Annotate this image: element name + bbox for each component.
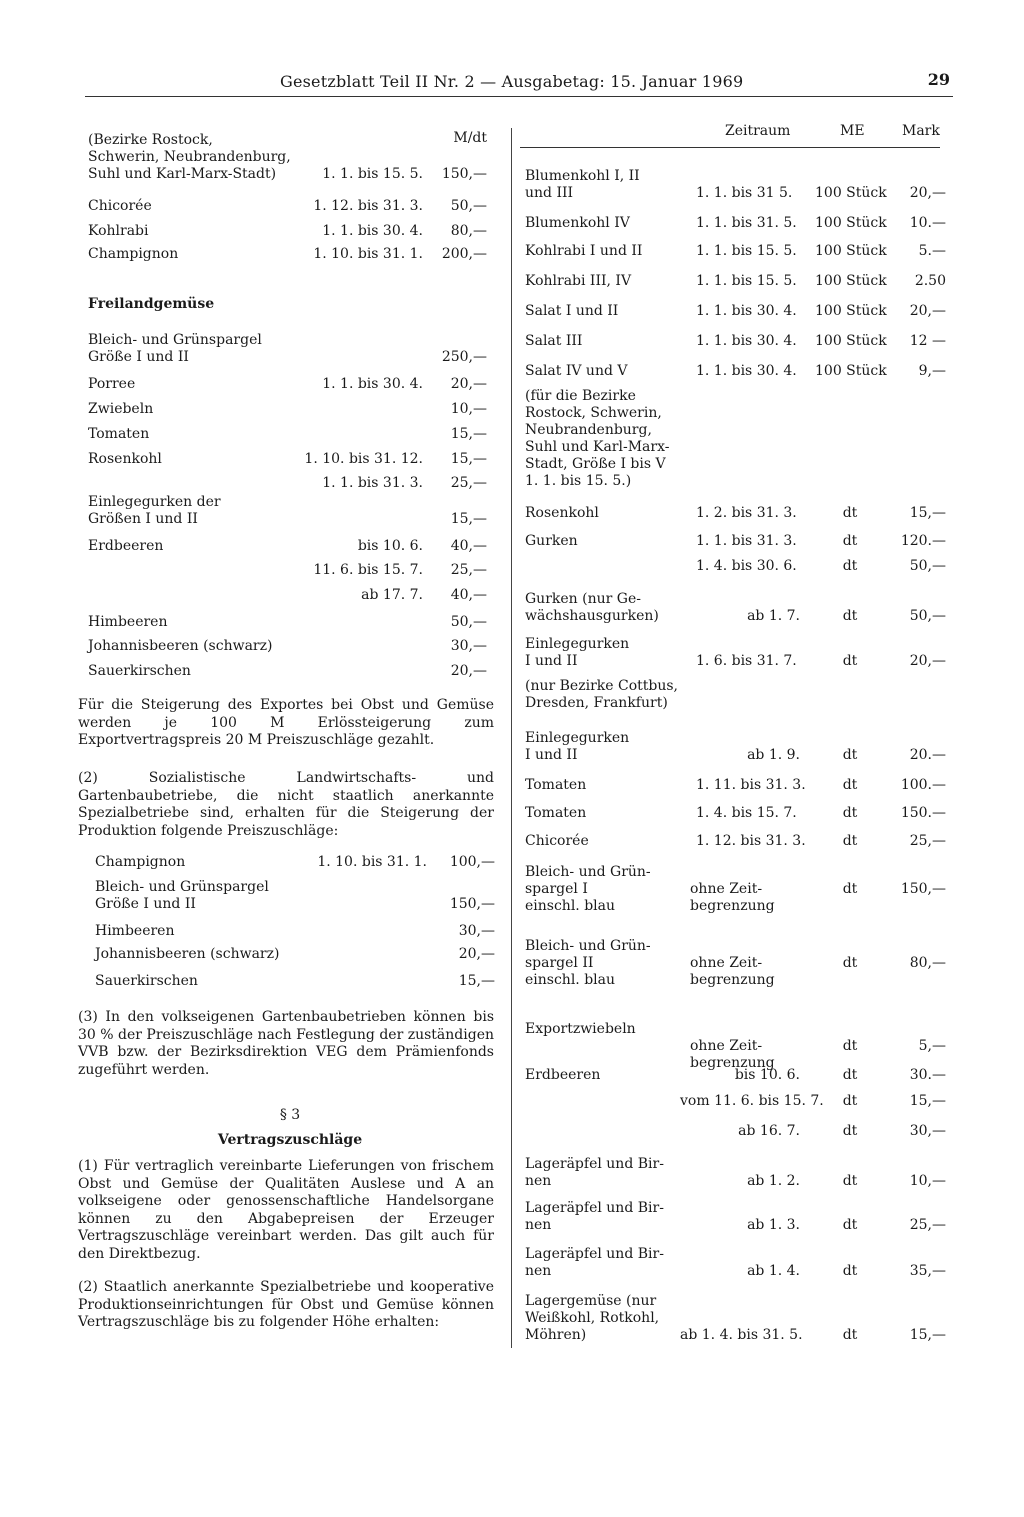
- item-unit: dt: [842, 777, 858, 793]
- item-unit: dt: [842, 608, 858, 624]
- item-unit: dt: [842, 653, 858, 669]
- item-period: 1. 6. bis 31. 7.: [696, 653, 797, 669]
- item-name: Salat III: [525, 333, 583, 349]
- item-price: 5.—: [918, 243, 946, 259]
- item-unit: dt: [842, 1123, 858, 1139]
- item-name: (für die Bezirke Rostock, Schwerin, Neubrandenburg, Suhl und Karl-Marx- Stadt, Größe I bis V 1. 1. bis 15. 5.): [525, 388, 670, 489]
- item-name: Blumenkohl IV: [525, 215, 630, 231]
- item-name: Himbeeren: [88, 614, 168, 630]
- item-price: 20.—: [909, 747, 946, 763]
- item-price: 15,—: [450, 451, 487, 467]
- item-period: 1. 1. bis 30. 4.: [696, 303, 797, 319]
- header-zeitraum: Zeitraum: [725, 123, 791, 139]
- paragraph-export: Für die Steigerung des Exportes bei Obst und Gemüse werden je 100 M Erlössteigerung zum Exportvertragspreis 20 M Preiszuschläge gezahlt.: [78, 697, 494, 748]
- item-period: 1. 1. bis 31. 5.: [696, 215, 797, 231]
- item-unit: 100 Stück: [815, 185, 887, 201]
- item-name: Gurken: [525, 533, 578, 549]
- item-unit: dt: [842, 955, 858, 971]
- item-name: Tomaten: [525, 805, 587, 821]
- item-name: Salat I und II: [525, 303, 619, 319]
- item-price: 80,—: [909, 955, 946, 971]
- item-price: 50,—: [909, 608, 946, 624]
- item-unit: 100 Stück: [815, 303, 887, 319]
- item-period: ab 17. 7.: [361, 587, 423, 603]
- item-price: 15,—: [458, 973, 495, 989]
- item-price: 150.—: [900, 805, 946, 821]
- item-price: 15,—: [909, 1093, 946, 1109]
- item-period: ab 16. 7.: [738, 1123, 800, 1139]
- item-unit: 100 Stück: [815, 363, 887, 379]
- table-header-rule: [520, 147, 940, 148]
- item-period: 1. 1. bis 31. 3.: [322, 475, 423, 491]
- item-price: 12 —: [909, 333, 946, 349]
- item-period: 1. 10. bis 31. 12.: [304, 451, 423, 467]
- heading-freilandgemuese: Freilandgemüse: [88, 296, 215, 312]
- item-price: 10.—: [909, 215, 946, 231]
- item-name: Johannisbeeren (schwarz): [88, 638, 273, 654]
- item-price: 150,—: [900, 881, 946, 897]
- item-price: 30,—: [450, 638, 487, 654]
- item-price: 150,—: [449, 896, 495, 912]
- item-period: 1. 1. bis 30. 4.: [696, 363, 797, 379]
- item-price: 30.—: [909, 1067, 946, 1083]
- item-price: 120.—: [900, 533, 946, 549]
- item-price: 20,—: [450, 663, 487, 679]
- item-unit: dt: [842, 1263, 858, 1279]
- item-name: Exportzwiebeln: [525, 1021, 636, 1037]
- item-period: 11. 6. bis 15. 7.: [313, 562, 423, 578]
- item-price: 25,—: [450, 475, 487, 491]
- item-period: bis 10. 6.: [734, 1067, 800, 1083]
- item-price: 100,—: [449, 854, 495, 870]
- item-name: Bleich- und Grün- spargel I einschl. blau: [525, 864, 651, 914]
- item-unit: dt: [842, 833, 858, 849]
- item-name: Champignon: [88, 246, 179, 262]
- section-paragraph-1: (1) Für vertraglich vereinbarte Lieferungen von frischem Obst und Gemüse der Qualitäten Auslese und A an volkseigene oder genossenschaftliche Handelsorgane können zu den Abgabepreisen der Erzeuger Vertragszuschläge vereinbart werden. Das gilt auch für den Direktbezug.: [78, 1158, 494, 1262]
- item-name: Erdbeeren: [525, 1067, 601, 1083]
- header-rule: [85, 96, 953, 97]
- item-price: 250,—: [441, 349, 487, 365]
- item-name: Kohlrabi III, IV: [525, 273, 632, 289]
- item-name: Rosenkohl: [88, 451, 162, 467]
- item-price: 50,—: [450, 198, 487, 214]
- item-name: Lagergemüse (nur Weißkohl, Rotkohl, Möhren): [525, 1293, 660, 1343]
- item-price: 20,—: [909, 185, 946, 201]
- item-name: Blumenkohl I, II und III: [525, 168, 640, 201]
- item-period: 1. 1. bis 30. 4.: [322, 376, 423, 392]
- item-period: 1. 2. bis 31. 3.: [696, 505, 797, 521]
- item-name: Kohlrabi I und II: [525, 243, 643, 259]
- item-period: 1. 1. bis 31. 3.: [696, 533, 797, 549]
- item-unit: 100 Stück: [815, 215, 887, 231]
- item-price: 25,—: [909, 1217, 946, 1233]
- item-name: Einlegegurken I und II: [525, 730, 630, 763]
- item-price: 200,—: [441, 246, 487, 262]
- item-name: Tomaten: [88, 426, 150, 442]
- item-period: ab 1. 3.: [747, 1217, 800, 1233]
- header-title: Gesetzblatt Teil II Nr. 2 — Ausgabetag: 15. Januar 1969: [280, 72, 744, 91]
- item-name: Bleich- und Grünspargel Größe I und II: [88, 332, 262, 365]
- item-period: bis 10. 6.: [357, 538, 423, 554]
- item-price: 10,—: [909, 1173, 946, 1189]
- item-price: 80,—: [450, 223, 487, 239]
- item-name: Einlegegurken der Größen I und II: [88, 494, 221, 527]
- header-mark: Mark: [902, 123, 940, 139]
- item-name: (nur Bezirke Cottbus, Dresden, Frankfurt): [525, 678, 678, 711]
- item-unit: dt: [842, 1327, 858, 1343]
- item-price: 25,—: [450, 562, 487, 578]
- item-name: Bleich- und Grünspargel Größe I und II: [95, 879, 269, 912]
- item-period: vom 11. 6. bis 15. 7.: [680, 1093, 824, 1109]
- item-unit: dt: [842, 533, 858, 549]
- item-unit: 100 Stück: [815, 333, 887, 349]
- item-name: Sauerkirschen: [88, 663, 191, 679]
- item-price: 20,—: [450, 376, 487, 392]
- item-price: 100.—: [900, 777, 946, 793]
- item-period: ab 1. 2.: [747, 1173, 800, 1189]
- item-period: 1. 11. bis 31. 3.: [696, 777, 806, 793]
- item-price: 30,—: [458, 923, 495, 939]
- item-unit: dt: [842, 1093, 858, 1109]
- item-name: Kohlrabi: [88, 223, 149, 239]
- item-price: 9,—: [918, 363, 946, 379]
- item-unit: dt: [842, 1038, 858, 1054]
- item-price: 5,—: [918, 1038, 946, 1054]
- item-unit: 100 Stück: [815, 273, 887, 289]
- item-period: ohne Zeit- begrenzung: [690, 881, 775, 914]
- item-name: Einlegegurken I und II: [525, 636, 630, 669]
- item-price: 50,—: [909, 558, 946, 574]
- item-price: 40,—: [450, 587, 487, 603]
- item-name: Zwiebeln: [88, 401, 154, 417]
- item-name: Tomaten: [525, 777, 587, 793]
- header-me: ME: [840, 123, 865, 139]
- paragraph-2: (2) Sozialistische Landwirtschafts- und Gartenbaubetriebe, die nicht staatlich anerkannte Spezialbetriebe sind, erhalten für die Steigerung der Produktion folgende Preiszuschläge:: [78, 770, 494, 839]
- item-name: Champignon: [95, 854, 186, 870]
- item-period: ohne Zeit- begrenzung: [690, 1038, 775, 1071]
- item-price: 40,—: [450, 538, 487, 554]
- item-period: 1. 10. bis 31. 1.: [313, 246, 423, 262]
- item-price: 15,—: [909, 1327, 946, 1343]
- item-period: ab 1. 7.: [747, 608, 800, 624]
- item-name: Gurken (nur Ge- wächshausgurken): [525, 591, 659, 624]
- item-name: Lageräpfel und Bir- nen: [525, 1200, 664, 1233]
- item-price: 25,—: [909, 833, 946, 849]
- item-name: Erdbeeren: [88, 538, 164, 554]
- item-period: 1. 1. bis 15. 5.: [696, 243, 797, 259]
- item-period: 1. 4. bis 15. 7.: [696, 805, 797, 821]
- column-divider: [511, 128, 512, 1348]
- item-name: Himbeeren: [95, 923, 175, 939]
- item-price: 15,—: [450, 426, 487, 442]
- item-unit: dt: [842, 505, 858, 521]
- paragraph-3: (3) In den volkseigenen Gartenbaubetrieben können bis 30 % der Preiszuschläge nach Festlegung der zuständigen VVB bzw. der Bezirksdirektion VEG dem Prämienfonds zugeführt werden.: [78, 1009, 494, 1078]
- item-period: 1. 1. bis 15. 5.: [322, 166, 423, 182]
- item-period: 1. 12. bis 31. 3.: [696, 833, 806, 849]
- item-period: 1. 10. bis 31. 1.: [317, 854, 427, 870]
- item-period: ab 1. 9.: [747, 747, 800, 763]
- item-name: Johannisbeeren (schwarz): [95, 946, 280, 962]
- item-unit: dt: [842, 747, 858, 763]
- item-name: Salat IV und V: [525, 363, 628, 379]
- section-title: Vertragszuschläge: [217, 1132, 363, 1148]
- item-price: 15,—: [909, 505, 946, 521]
- item-name: Bleich- und Grün- spargel II einschl. blau: [525, 938, 651, 988]
- item-price: 20,—: [909, 653, 946, 669]
- section-number: § 3: [279, 1107, 301, 1123]
- item-name: Sauerkirschen: [95, 973, 198, 989]
- item-name: Lageräpfel und Bir- nen: [525, 1246, 664, 1279]
- item-unit: dt: [842, 1173, 858, 1189]
- unit-header-mdt: M/dt: [453, 130, 487, 146]
- item-period: 1. 1. bis 30. 4.: [322, 223, 423, 239]
- page-number: 29: [927, 70, 950, 89]
- item-period: ab 1. 4.: [747, 1263, 800, 1279]
- item-price: 15,—: [450, 511, 487, 527]
- item-price: 50,—: [450, 614, 487, 630]
- item-name: Porree: [88, 376, 136, 392]
- item-price: 30,—: [909, 1123, 946, 1139]
- item-unit: dt: [842, 558, 858, 574]
- item-price: 20,—: [909, 303, 946, 319]
- item-unit: 100 Stück: [815, 243, 887, 259]
- item-period: ohne Zeit- begrenzung: [690, 955, 775, 988]
- item-name: Chicorée: [88, 198, 152, 214]
- item-name: (Bezirke Rostock, Schwerin, Neubrandenburg, Suhl und Karl-Marx-Stadt): [88, 132, 291, 182]
- item-period: 1. 1. bis 31 5.: [696, 185, 793, 201]
- item-unit: dt: [842, 1217, 858, 1233]
- item-name: Lageräpfel und Bir- nen: [525, 1156, 664, 1189]
- item-name: Chicorée: [525, 833, 589, 849]
- section-paragraph-2: (2) Staatlich anerkannte Spezialbetriebe und kooperative Produktionseinrichtungen für Obst und Gemüse können Vertragszuschläge bis zu folgender Höhe erhalten:: [78, 1279, 494, 1330]
- item-period: 1. 12. bis 31. 3.: [313, 198, 423, 214]
- item-price: 20,—: [458, 946, 495, 962]
- item-period: 1. 1. bis 30. 4.: [696, 333, 797, 349]
- item-unit: dt: [842, 881, 858, 897]
- item-period: 1. 1. bis 15. 5.: [696, 273, 797, 289]
- page-header: [80, 70, 950, 96]
- item-name: Rosenkohl: [525, 505, 599, 521]
- item-price: 150,—: [441, 166, 487, 182]
- item-price: 10,—: [450, 401, 487, 417]
- item-period: ab 1. 4. bis 31. 5.: [680, 1327, 803, 1343]
- item-unit: dt: [842, 805, 858, 821]
- item-price: 35,—: [909, 1263, 946, 1279]
- item-unit: dt: [842, 1067, 858, 1083]
- item-period: 1. 4. bis 30. 6.: [696, 558, 797, 574]
- item-price: 2.50: [914, 273, 946, 289]
